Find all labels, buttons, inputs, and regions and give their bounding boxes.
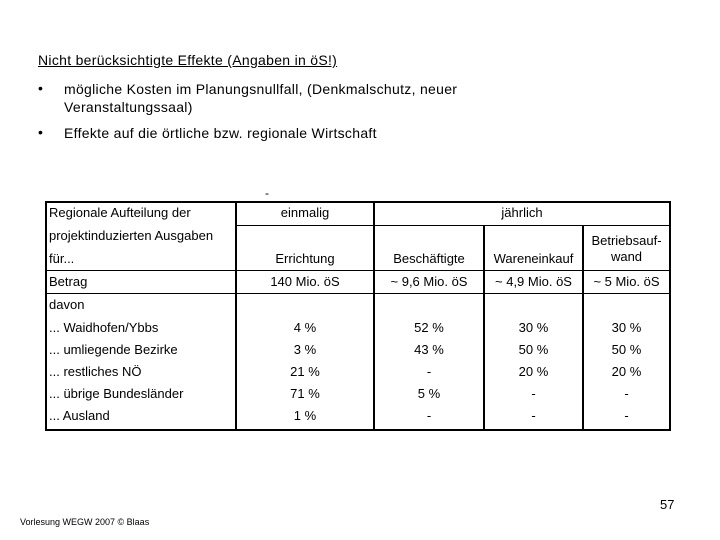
row-value: 3 % (293, 342, 317, 357)
header-left-line-2: projektinduzierten Ausgaben (49, 228, 214, 243)
amount-label: Betrag (49, 274, 88, 289)
row-label: ... restliches NÖ (49, 364, 142, 379)
bullet-text: mögliche Kosten im Planungsnullfall, (Denkmalschutz, neuer Veranstaltungssaal) (64, 81, 458, 115)
header-divider (235, 225, 669, 226)
row-value: - (624, 408, 629, 423)
row-value: 30 % (518, 320, 549, 335)
amount-beschaeftigte: ~ 9,6 Mio. öS (390, 274, 468, 289)
row-value: 71 % (290, 386, 320, 401)
header-left-line-3: für... (49, 251, 75, 266)
stray-mark: - (265, 186, 269, 200)
col-head-wareneinkauf: Wareneinkauf (493, 251, 574, 266)
row-value: 52 % (414, 320, 444, 335)
col-head-beschaeftigte: Beschäftigte (393, 251, 465, 266)
bullet-text: Effekte auf die örtliche bzw. regionale Wirtschaft (64, 125, 377, 141)
col-head-betriebsaufwand: Betriebsauf-wand (591, 233, 662, 264)
row-value: 30 % (611, 320, 642, 335)
bullet-marker: • (38, 80, 44, 96)
amount-wareneinkauf: ~ 4,9 Mio. öS (495, 274, 572, 289)
row-value: 4 % (293, 320, 317, 335)
regional-distribution-table (45, 201, 671, 431)
bullet-marker: • (38, 124, 44, 140)
row-label: ... Waidhofen/Ybbs (49, 320, 159, 335)
table-border-left (45, 201, 47, 431)
row-divider-amount (45, 293, 671, 294)
row-value: 43 % (414, 342, 444, 357)
row-value: 20 % (611, 364, 642, 379)
row-value: 1 % (293, 408, 317, 423)
davon-label: davon (49, 297, 85, 312)
row-value: - (426, 408, 432, 423)
page-number: 57 (660, 497, 675, 512)
row-value: - (531, 386, 536, 401)
group-once: einmalig (280, 205, 330, 220)
row-label: ... Ausland (49, 408, 110, 423)
row-value: - (426, 364, 432, 379)
slide-title: Nicht berücksichtigte Effekte (Angaben in öS!) (38, 52, 338, 68)
col-head-errichtung: Errichtung (275, 251, 335, 266)
row-value: 50 % (611, 342, 642, 357)
group-yearly: jährlich (501, 205, 543, 220)
row-value: 20 % (518, 364, 549, 379)
row-label: ... übrige Bundesländer (49, 386, 184, 401)
header-left-line-1: Regionale Aufteilung der (49, 205, 191, 220)
table-border-bottom (45, 429, 671, 431)
table-border-right (669, 201, 671, 431)
row-label: ... umliegende Bezirke (49, 342, 178, 357)
footer-credit: Vorlesung WEGW 2007 © Blaas (20, 517, 150, 527)
row-value: - (531, 408, 536, 423)
row-value: - (624, 386, 629, 401)
row-value: 21 % (290, 364, 320, 379)
row-value: 5 % (417, 386, 441, 401)
table-border-top (45, 201, 671, 203)
row-value: 50 % (518, 342, 549, 357)
amount-betriebsaufwand: ~ 5 Mio. öS (593, 274, 660, 289)
amount-errichtung: 140 Mio. öS (270, 274, 340, 289)
row-divider-heads (45, 270, 671, 271)
